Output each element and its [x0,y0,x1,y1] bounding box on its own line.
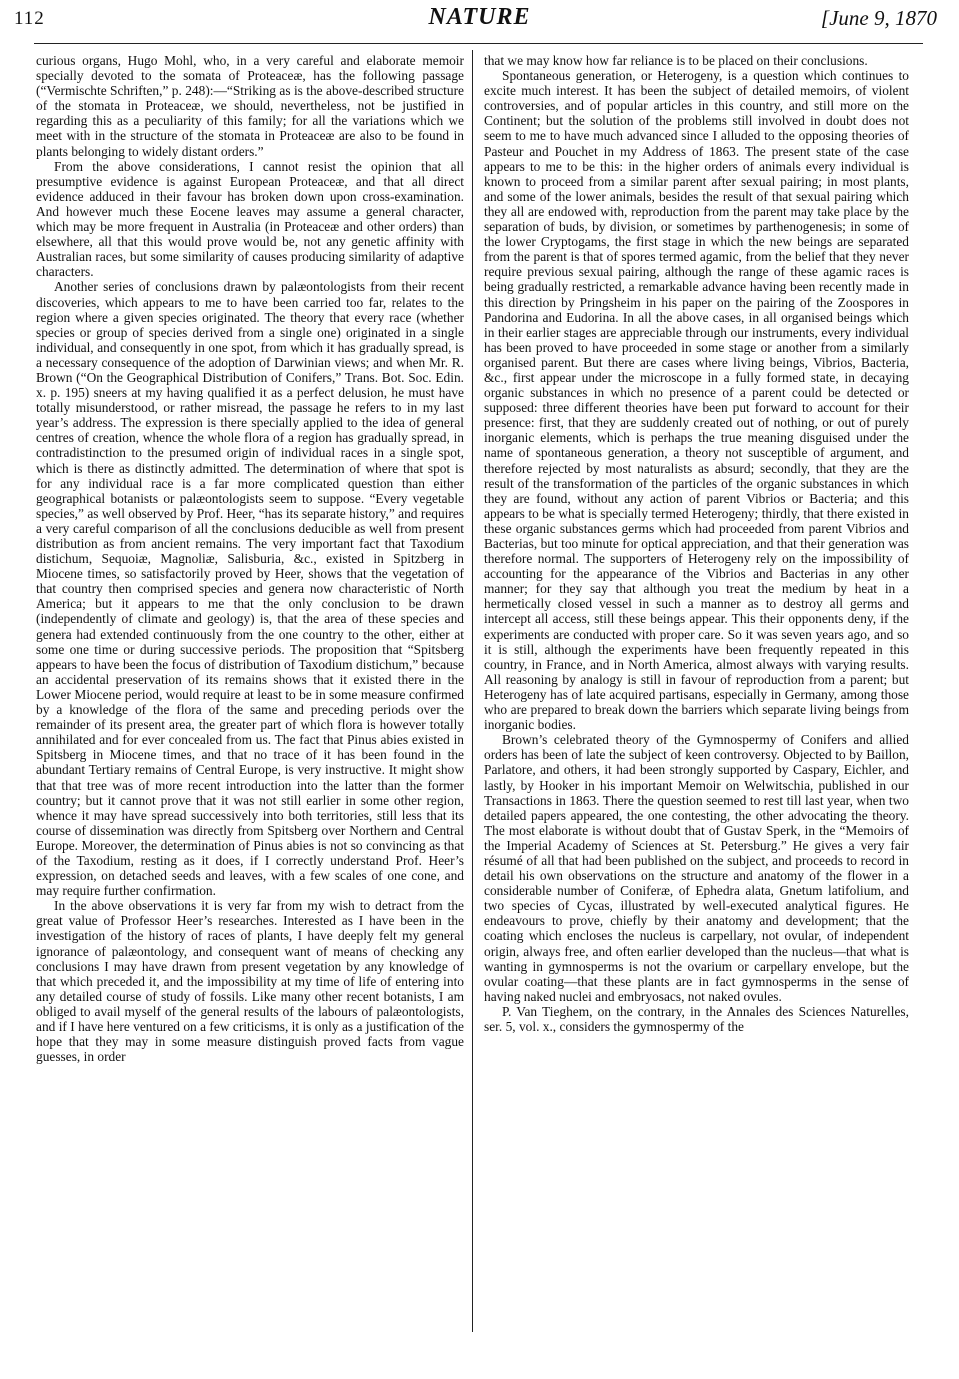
paragraph: In the above observations it is very far from my wish to detract from the great value of Professor Heer’s researches. Interested as I have been in the investigation of the history of races of plants, I have deeply felt my general ignorance of palæontology, and consequent want of means of checking any conclusions I may have drawn from present vegetation by any knowledge of that which preceded it, and the impossibility at my time of life of entering into any detailed course of study of fossils. Like many other recent botanists, I am obliged to avail myself of the general results of the labours of palæontologists, and if I have here ventured on a few criticisms, it is only as a justification of the hope that they may in some measure distinguish proved facts from vague guesses, in order [36,898,464,1065]
issue-date: [June 9, 1870 [820,6,937,30]
paragraph: Brown’s celebrated theory of the Gymnospermy of Conifers and allied orders has been of late the subject of keen controversy. Objected to by Baillon, Parlatore, and others, it had been strongly supported by Caspary, Eichler, and lastly, by Hooker in his important Memoir on Welwitschia, published in our Transactions in 1863. There the question seemed to rest till last year, when two detailed papers appeared, the one contesting, the other advocating the theory. The most elaborate is without doubt that of Gustav Sperk, in the “Memoirs of the Imperial Academy of Sciences at St. Petersburg.” He gives a very fair résumé of all that had been published on the subject, and proceeds to record in detail his own observations on the structure and anatomy of the flower in a considerable number of Coniferæ, of Ephedra alata, Gnetum latifolium, and two species of Cycas, illustrated by well-executed analytical figures. He endeavours to prove, chiefly by their anatomy and development; that the coating which encloses the nucleus is carpellary, not ovular, of independent origin, always free, and often earlier developed than the nucleus—that what is wanting in gymnosperms is not the ovarium or carpellary envelope, but the ovular coating—that these plants are in fact gymnosperms in the sense of having naked nuclei and embryosacs, not naked ovules. [484,732,909,1004]
journal-title: NATURE [428,4,531,30]
paragraph: curious organs, Hugo Mohl, who, in a very careful and elaborate memoir specially devoted to the somata of Proteaceæ, has the following passage (“Vermischte Schriften,” p. 248):—“Striking as is the above-described structure of the stomata in Proteaceæ, we should, nevertheless, not be justified in regarding this as a peculiarity of this family; for all the variations which we meet with in the structure of the stomata in Proteaceæ are also to be found in plants belonging to widely distant orders.” [36,53,464,159]
left-column [36,53,464,1064]
header-rule [34,43,923,44]
column-divider [472,50,473,1332]
paragraph: Spontaneous generation, or Heterogeny, is a question which continues to excite much interest. It has been the subject of detailed memoirs, of violent controversies, and of popular articles in this country, and still more on the Continent; but the solution of the problems still involved in doubt does not seem to me to have much advanced since I alluded to the opposing theories of Pasteur and Pouchet in my Address of 1863. The present state of the case appears to me to be this: in the higher orders of animals every individual is known to proceed from a similar parent after sexual pairing; in most plants, and some of the lower animals, besides the result of that sexual pairing which they all are endowed with, reproduction from the parent may take place by the separation of buds, by division, or sometimes by parthenogenesis; in some of the lower Cryptogams, the first stage in which the new beings are separated from the parent is that of spores termed agamic, from the belief that they never require previous sexual pairing, although the range of these agamic races is being gradually restricted, a remarkable advance having been recently made in this direction by Pringsheim in his paper on the pairing of the Zoospores in Pandorina and Eudorina. In all the above cases, in all organised beings which in their earlier stages are appreciable through our instruments, every individual has been proved to have proceeded in some stage or another from a similarly organised parent. But there are cases where living beings, Vibrios, Bacteria, &c., first appear under the microscope in a fully formed state, in decaying organic substances in which no presence of a parent could be detected or supposed: three different theories have been put forward to account for their presence: first, that they are suddenly created out of nothing, or out of purely inorganic elements, which is perhaps the true meaning disguised under the name of spontaneous generation, a theory not susceptible of argument, and therefore rejected by most naturalists as absurd; secondly, that they are the result of the transformation of the particles of the organic substances in which they are found, without any action of parent Vibrios or Bacteria; and this appears to be what is specially termed Heterogeny; thirdly, that there existed in these organic substances germs which had proceeded from parent Vibrios and Bacterias, but too minute for optical appreciation, and that their generation was therefore normal. The supporters of Heterogeny rely on the impossibility of accounting for the appearance of the Vibrios and Bacterias in any other manner; for they say that although you treat the medium by heat in a hermetically closed vessel in such a manner as to destroy all germs and intercept all access, still these beings appear. This their opponents deny, if the experiments are conducted with proper care. So it was seven years ago, and so it is still, although the experiments have been frequently repeated in this country, in France, and in North America, almost always with varying results. All reasoning by analogy is still in favour of reproduction from a parent; but Heterogeny has of late acquired partisans, especially in Germany, among those who are prepared to break down the barriers which separate living beings from inorganic bodies. [484,68,909,733]
right-column [484,53,909,1034]
paragraph: P. Van Tieghem, on the contrary, in the Annales des Sciences Naturelles, ser. 5, vol. x., considers the gymnospermy of the [484,1003,909,1034]
paragraph: From the above considerations, I cannot resist the opinion that all presumptive evidence is against European Proteaceæ, and that all direct evidence adduced in their favour has broken down upon cross-examination. And however much these Eocene leaves may assume a general character, which may be more frequent in Australia (in Proteaceæ and other orders) than elsewhere, all that this would prove would be, not any genetic affinity with Australian races, but some similarity of causes producing similarity of adaptive characters. [36,158,464,280]
page-number: 112 [14,8,45,29]
page-header [0,0,959,40]
paragraph: Another series of conclusions drawn by palæontologists from their recent discoveries, which appears to me to have been carried too far, relates to the region where a given species originated. The theory that every race (whether species or group of species derived from a single one) originated in a single individual, and consequently in one spot, from which it has gradually spread, is a necessary consequence of the adoption of Darwinian views; and when Mr. R. Brown (“On the Geographical Distribution of Conifers,” Trans. Bot. Soc. Edin. x. p. 195) sneers at my having qualified it as a perfect delusion, he must have totally misunderstood, or rather misread, the passage he refers to in my last year’s address. The expression is there specially applied to the idea of general centres of creation, whence the whole flora of a region has gradually spread, in contradistinction to the presumed origin of individual races in a single spot, which is there as distinctly admitted. The determination of where that spot is for any individual race is a far more complicated question than either geographical botanists or palæontologists seem to suppose. “Every vegetable species,” as well observed by Prof. Heer, “has its separate history,” and requires a very careful comparison of all the conclusions deducible as well from present distribution as from ancient remains. The very important fact that Taxodium distichum, Sequoiæ, Magnoliæ, Salisburia, &c., existed in Spitzberg in Miocene times, so satisfactorily proved by Heer, shows that the vegetation of that country then comprised species and genera now characteristic of North America; but it appears to me that the only conclusion to be drawn (independently of climate and geology) is, that the area of these species and genera had extended continuously from the one country to the other, either at some one time or during successive periods. The proposition that “Spitsberg appears to have been the focus of distribution of Taxodium distichum,” because an accidental preservation of its remains shows that it existed there in the Lower Miocene period, would require at least to be in some measure confirmed by a knowledge of the flora of the same and preceding periods over the remainder of its present area, the greater part of which flora is however totally annihilated and for ever concealed from us. The fact that Pinus abies existed in Spitsberg in Miocene times, and that no trace of it has been found in the abundant Tertiary remains of Central Europe, is very instructive. It might show that that tree was of more recent introduction into the latter than the former country; but it cannot prove that it was not still earlier in some other region, whence it may have spread successively into both territories, still less that its course of dissemination was directly from Spitsberg over Northern and Central Europe. Moreover, the determination of Pinus abies is not so convincing as that of the Taxodium, resting as it does, if I correctly understand Prof. Heer’s expression, on detached seeds and leaves, with a few scales of one cone, and may require further confirmation. [36,279,464,899]
paragraph: that we may know how far reliance is to be placed on their conclusions. [484,53,868,68]
